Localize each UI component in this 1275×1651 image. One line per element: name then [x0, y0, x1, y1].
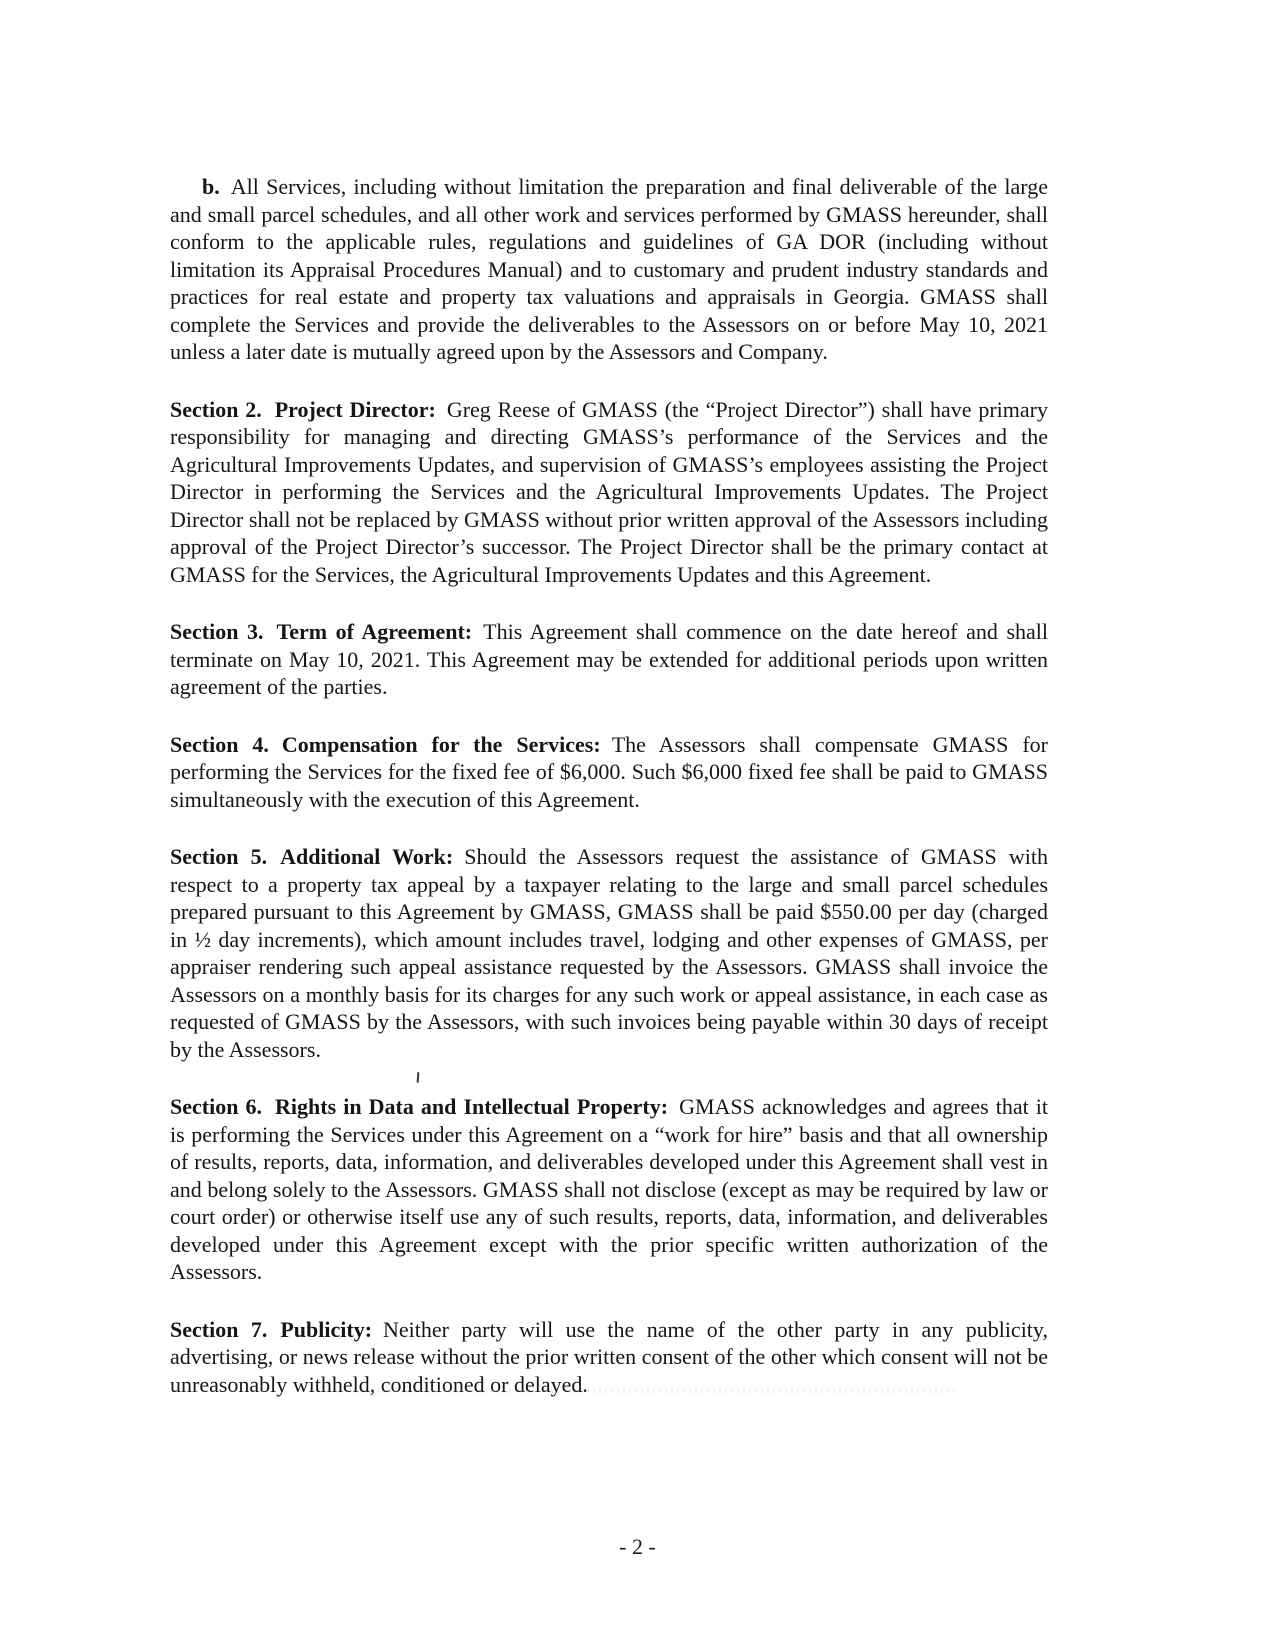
section-2-title: Project Director: [274, 396, 436, 422]
page-number: - 2 - [619, 1534, 656, 1559]
paragraph-b [170, 173, 1048, 366]
paragraph-b-label: b. [202, 174, 220, 199]
section-7 [170, 1316, 1048, 1399]
section-7-text: Neither party will use the name of the other party in any publicity, advertising, or news release without the prior written consent of the other which consent will not be unreasonably withheld, conditioned or delayed. [170, 1316, 1048, 1397]
section-7-title: Publicity: [280, 1316, 373, 1342]
section-5-number: Section 5. [170, 844, 268, 869]
section-2-number: Section 2. [170, 396, 262, 422]
section-5 [170, 843, 1048, 1063]
document-body [170, 173, 1048, 1428]
section-4-text: The Assessors shall compensate GMASS for performing the Services for the fixed fee of $6,000. Such $6,000 fixed fee shall be paid to GMASS simultaneously with the execution of this Agreement. [170, 731, 1048, 812]
section-3-number: Section 3. [170, 619, 264, 644]
section-3-title: Term of Agreement: [276, 619, 473, 644]
section-6-number: Section 6. [170, 1094, 263, 1119]
section-6-text: GMASS acknowledges and agrees that it is performing the Services under this Agreement on a “work for hire” basis and that all ownership of results, reports, data, information, and deliverables developed under this Agreement shall vest in and belong solely to the Assessors. GMASS shall not disclose (except as may be required by law or court order) or otherwise itself use any of such results, reports, data, information, and deliverables developed under this Agreement except with the prior specific written authorization of the Assessors. [170, 1094, 1048, 1284]
section-4-number: Section 4. [170, 731, 269, 757]
section-4 [170, 731, 1048, 814]
section-3 [170, 618, 1048, 701]
section-4-title: Compensation for the Services: [281, 731, 601, 757]
section-2 [170, 396, 1048, 589]
section-5-text: Should the Assessors request the assistance of GMASS with respect to a property tax appeal by a taxpayer relating to the large and small parcel schedules prepared pursuant to this Agreement by GMASS, GMASS shall be paid $550.00 per day (charged in ½ day increments), which amount includes travel, lodging and other expenses of GMASS, per appraiser rendering such appeal assistance requested by the Assessors. GMASS shall invoice the Assessors on a monthly basis for its charges for any such work or appeal assistance, in each case as requested of GMASS by the Assessors, with such invoices being payable within 30 days of receipt by the Assessors. [170, 844, 1048, 1062]
section-2-text: Greg Reese of GMASS (the “Project Director”) shall have primary responsibility for managing and directing GMASS’s performance of the Services and the Agricultural Improvements Updates, and supervision of GMASS’s employees assisting the Project Director in performing the Services and the Agricultural Improvements Updates. The Project Director shall not be replaced by GMASS without prior written approval of the Assessors including approval of the Project Director’s successor. The Project Director shall be the primary contact at GMASS for the Services, the Agricultural Improvements Updates and this Agreement. [170, 396, 1048, 587]
section-6-title: Rights in Data and Intellectual Property: [275, 1094, 669, 1119]
paragraph-b-text: All Services, including without limitation the preparation and final deliverable of the large and small parcel schedules, and all other work and services performed by GMASS hereunder, shall conform to the applicable rules, regulations and guidelines of GA DOR (including without limitation its Appraisal Procedures Manual) and to customary and prudent industry standards and practices for real estate and property tax valuations and appraisals in Georgia. GMASS shall complete the Services and provide the deliverables to the Assessors on or before May 10, 2021 unless a later date is mutually agreed upon by the Assessors and Company. [170, 174, 1048, 364]
section-5-title: Additional Work: [280, 844, 454, 869]
section-7-number: Section 7. [170, 1316, 268, 1342]
section-6 [170, 1093, 1048, 1286]
section-3-text: This Agreement shall commence on the date hereof and shall terminate on May 10, 2021. This Agreement may be extended for additional periods upon written agreement of the parties. [170, 619, 1048, 699]
